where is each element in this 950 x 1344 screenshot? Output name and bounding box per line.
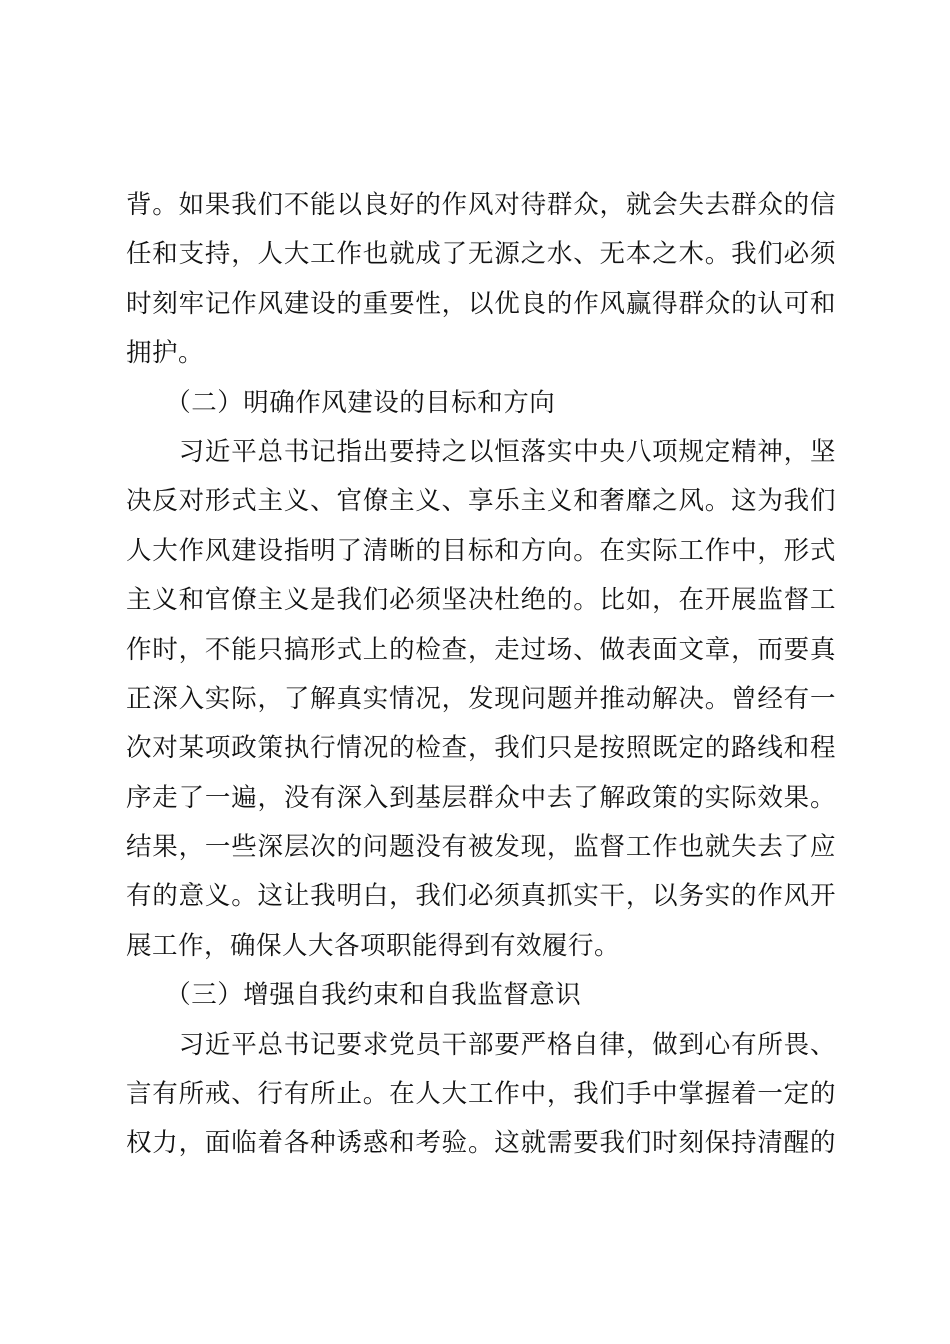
- text-line: 背。如果我们不能以良好的作风对待群众，就会失去群众的信: [126, 190, 836, 220]
- text-line: 主义和官僚主义是我们必须坚决杜绝的。比如，在开展监督工: [126, 585, 836, 616]
- text-line: 展工作，确保人大各项职能得到有效履行。: [126, 930, 621, 961]
- body-text: [126, 181, 836, 1169]
- text-line: 正深入实际，了解真实情况，发现问题并推动解决。曾经有一: [126, 683, 836, 714]
- text-line: 拥护。: [126, 338, 205, 369]
- text-line: 人大作风建设指明了清晰的目标和方向。在实际工作中，形式: [126, 535, 836, 566]
- text-line: 有的意义。这让我明白，我们必须真抓实干，以务实的作风开: [126, 881, 836, 912]
- text-line: 任和支持，人大工作也就成了无源之水、无本之木。我们必须: [126, 239, 836, 270]
- text-line: 决反对形式主义、官僚主义、享乐主义和奢靡之风。这为我们: [126, 486, 836, 517]
- text-line: 时刻牢记作风建设的重要性，以优良的作风赢得群众的认可和: [126, 288, 836, 319]
- text-line: 结果，一些深层次的问题没有被发现，监督工作也就失去了应: [126, 832, 836, 863]
- text-line: （二）明确作风建设的目标和方向: [126, 387, 556, 418]
- text-line: 习近平总书记要求党员干部要严格自律，做到心有所畏、: [126, 1029, 836, 1060]
- text-line: 权力，面临着各种诱惑和考验。这就需要我们时刻保持清醒的: [126, 1128, 836, 1159]
- text-line: 习近平总书记指出要持之以恒落实中央八项规定精神，坚: [126, 436, 836, 467]
- text-line: （三）增强自我约束和自我监督意识: [126, 980, 582, 1011]
- text-line: 次对某项政策执行情况的检查，我们只是按照既定的路线和程: [126, 733, 836, 764]
- text-line: 作时，不能只搞形式上的检查，走过场、做表面文章，而要真: [126, 634, 836, 665]
- text-line: 序走了一遍，没有深入到基层群众中去了解政策的实际效果。: [126, 782, 836, 813]
- text-line: 言有所戒、行有所止。在人大工作中，我们手中掌握着一定的: [126, 1079, 836, 1110]
